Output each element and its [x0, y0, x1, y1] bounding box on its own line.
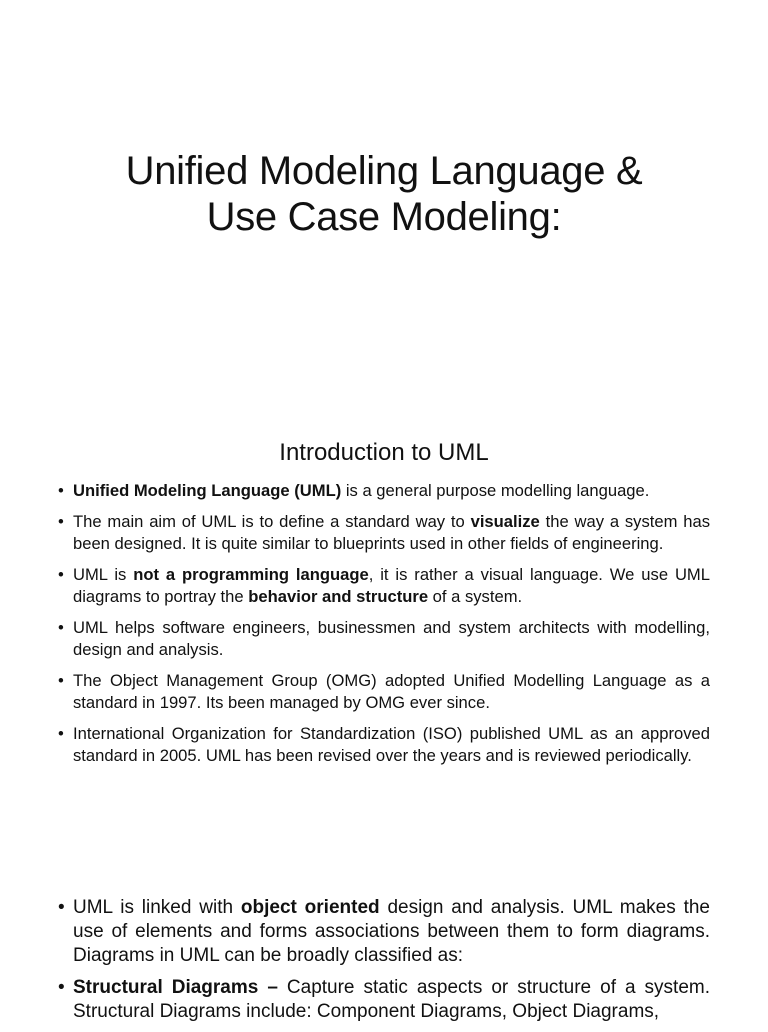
bullet-text: of a system. [428, 587, 523, 606]
title-line-1: Unified Modeling Language & [125, 149, 643, 193]
bullet-item [58, 511, 710, 555]
bullet-text: design and analysis. UML makes the use of elements and forms associations between them to form diagrams. Diagrams in UML can be broadly classified as: [73, 897, 710, 966]
intro-bullet-list [58, 480, 710, 776]
bullet-text: is a general purpose modelling language. [341, 481, 650, 500]
bullet-item [58, 723, 710, 767]
bullet-text: , it is rather a visual language. We use UML diagrams to portray the [73, 565, 710, 606]
bullet-dot: • [58, 618, 64, 637]
bullet-dot: • [58, 481, 64, 500]
bullet-text: the way a system has been designed. It is quite similar to blueprints used in other fields of engineering. [73, 512, 710, 553]
bold-text: object oriented [240, 897, 380, 918]
bold-text: not a programming language [133, 565, 369, 584]
bullet-dot: • [58, 977, 65, 998]
bullet-dot: • [58, 671, 64, 690]
bullet-dot: • [58, 512, 64, 531]
title-slide [0, 0, 768, 400]
title-line-2: Use Case Modeling: [206, 195, 562, 239]
bold-text: Unified Modeling Language (UML) [73, 481, 342, 500]
bullet-text: UML helps software engineers, businessmen and system architects with modelling, design and analysis. [73, 618, 710, 659]
bullet-item [58, 670, 710, 714]
bullet-text: UML is [73, 565, 134, 584]
bullet-text: The main aim of UML is to define a standard way to [73, 512, 471, 531]
bullet-text: Capture static aspects or structure of a system. Structural Diagrams include: Component Diagrams, Object Diagrams, [73, 977, 710, 1022]
bullet-item [58, 896, 710, 968]
bullet-dot: • [58, 565, 64, 584]
intro-heading: Introduction to UML [279, 439, 489, 466]
bullet-text: International Organization for Standardization (ISO) published UML as an approved standard in 2005. UML has been revised over the years and is reviewed periodically. [73, 724, 710, 765]
diagram-types-slide [0, 850, 768, 1024]
slide-title [0, 148, 768, 240]
bullet-text: UML is linked with [73, 897, 241, 918]
types-bullet-list [58, 896, 710, 1032]
bold-text: Structural Diagrams – [73, 977, 278, 998]
intro-slide [0, 400, 768, 850]
bullet-item [58, 976, 710, 1024]
bullet-dot: • [58, 724, 64, 743]
bullet-item [58, 564, 710, 608]
bullet-item [58, 617, 710, 661]
bold-text: behavior and structure [248, 587, 429, 606]
bullet-text: The Object Management Group (OMG) adopted Unified Modelling Language as a standard in 1997. Its been managed by OMG ever since. [73, 671, 710, 712]
bullet-item [58, 480, 710, 502]
bullet-dot: • [58, 897, 65, 918]
bold-text: visualize [470, 512, 540, 531]
